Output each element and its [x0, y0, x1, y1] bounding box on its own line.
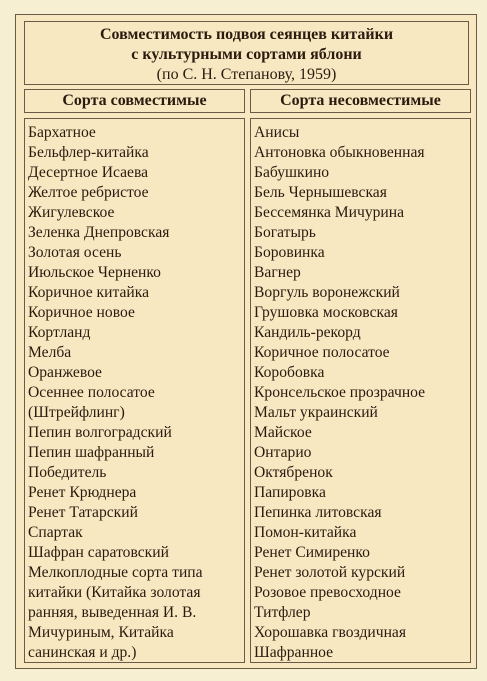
list-item: Онтарио: [254, 444, 312, 461]
list-item: Мичуриным, Китайка: [28, 624, 174, 641]
list-item: Кортланд: [28, 324, 91, 341]
list-item: (Штрейфлинг): [28, 404, 125, 421]
list-item: Зеленка Днепровская: [28, 224, 170, 241]
list-item: Коробовка: [254, 364, 325, 381]
list-item: санинская и др.): [28, 644, 137, 661]
list-item: Бабушкино: [254, 164, 330, 181]
list-item: Коричное новое: [28, 304, 135, 321]
list-item: Десертное Исаева: [28, 164, 149, 181]
list-item: Мальт украинский: [254, 404, 378, 421]
list-item: Пепин волгоградский: [28, 424, 172, 441]
list-item: Ренет Татарский: [28, 504, 138, 521]
list-item: Мелкоплодные сорта типа: [28, 564, 203, 581]
compatible-list: [24, 118, 245, 663]
list-item: китайки (Китайка золотая: [28, 584, 201, 601]
list-item: Бельфлер-китайка: [28, 144, 149, 161]
list-item: Титфлер: [254, 604, 311, 621]
title-line-2: с культурными сортами яблони: [131, 46, 362, 63]
list-item: Мелба: [28, 344, 72, 361]
list-item: Анисы: [254, 124, 300, 141]
list-item: Хорошавка гвоздичная: [254, 624, 407, 641]
list-item: Коричное полосатое: [254, 344, 390, 361]
list-item: Ренет Крюднера: [28, 484, 137, 501]
list-item: Помон-китайка: [254, 524, 357, 541]
list-item: Октябренок: [254, 464, 333, 481]
list-item: Розовое превосходное: [254, 584, 401, 601]
list-item: Оранжевое: [28, 364, 102, 381]
list-item: Бессемянка Мичурина: [254, 204, 405, 221]
list-item: Золотая осень: [28, 244, 122, 261]
incompatible-header: Сорта несовместимые: [250, 89, 471, 113]
list-item: Кронсельское прозрачное: [254, 384, 426, 401]
list-item: Спартак: [28, 524, 83, 541]
list-item: Богатырь: [254, 224, 316, 241]
list-item: Боровинка: [254, 244, 325, 261]
list-item: Вагнер: [254, 264, 301, 281]
table-frame: [15, 14, 477, 669]
list-item: Пепинка литовская: [254, 504, 382, 521]
list-item: Папировка: [254, 484, 326, 501]
list-item: ранняя, выведенная И. В.: [28, 604, 197, 621]
list-item: Воргуль воронежский: [254, 284, 400, 301]
list-item: Ренет золотой курский: [254, 564, 406, 581]
compatible-header: Сорта совместимые: [24, 89, 245, 113]
list-item: Пепин шафранный: [28, 444, 155, 461]
list-item: Майское: [254, 424, 312, 441]
title-source: (по С. Н. Степанову, 1959): [156, 66, 337, 83]
list-item: Шафранное: [254, 644, 334, 661]
list-item: Победитель: [28, 464, 107, 481]
list-item: Антоновка обыкновенная: [254, 144, 425, 161]
title-line-1: Совместимость подвоя сеянцев китайки: [99, 26, 394, 43]
list-item: Осеннее полосатое: [28, 384, 155, 401]
list-item: Коричное китайка: [28, 284, 150, 301]
incompatible-list: [250, 118, 471, 663]
table-title: [24, 21, 469, 85]
list-item: Ренет Симиренко: [254, 544, 370, 561]
list-item: Желтое ребристое: [28, 184, 149, 201]
list-item: Июльское Черненко: [28, 264, 161, 281]
list-item: Жигулевское: [28, 204, 115, 221]
list-item: Шафран саратовский: [28, 544, 169, 561]
list-item: Грушовка московская: [254, 304, 398, 321]
list-item: Бель Чернышевская: [254, 184, 387, 201]
list-item: Бархатное: [28, 124, 96, 141]
list-item: Кандиль-рекорд: [254, 324, 361, 341]
